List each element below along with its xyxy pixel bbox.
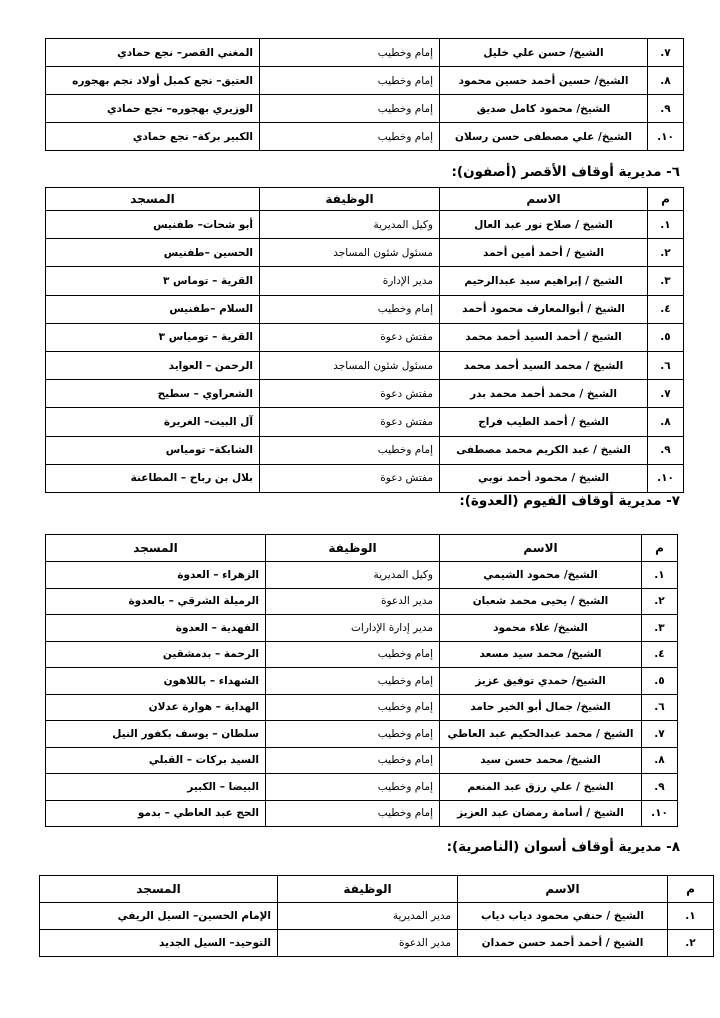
- section6-title: [452, 164, 681, 180]
- table-row: [40, 903, 714, 930]
- job-cell: إمام وخطيب: [266, 800, 440, 827]
- row-number: ٥.: [642, 668, 678, 695]
- job-cell: مفتش دعوة: [260, 464, 440, 492]
- job-cell: وكيل المديرية: [266, 562, 440, 589]
- table-row: [40, 930, 714, 957]
- mosque-cell: القرية – تومياس ٣: [46, 323, 260, 351]
- table-row: [46, 95, 684, 123]
- section6-name: مديرية أوقاف الأقصر: [521, 164, 662, 180]
- mosque-cell: الرحمة – بدمشقين: [46, 641, 266, 668]
- name-cell: الشيخ / محمد السيد أحمد محمد: [440, 351, 648, 379]
- job-cell: مدير الدعوة: [266, 588, 440, 615]
- job-cell: مسئول شئون المساجد: [260, 239, 440, 267]
- mosque-cell: الكبير بركة– نجع حمادي: [46, 123, 260, 151]
- job-cell: إمام وخطيب: [266, 774, 440, 801]
- row-number: ١٠.: [648, 464, 684, 492]
- table-row: [46, 323, 684, 351]
- mosque-cell: الشعراوي – سطيح: [46, 380, 260, 408]
- col-name-header: الاسم: [440, 535, 642, 562]
- name-cell: الشيخ/ علي مصطفى حسن رسلان: [440, 123, 648, 151]
- mosque-cell: بلال بن رباح – المطاعنة: [46, 464, 260, 492]
- col-num-header: م: [642, 535, 678, 562]
- col-num-header: م: [648, 188, 684, 211]
- name-cell: الشيخ/ جمال أبو الخير حامد: [440, 694, 642, 721]
- name-cell: الشيخ / يحيى محمد شعبان: [440, 588, 642, 615]
- job-cell: إمام وخطيب: [260, 123, 440, 151]
- row-number: ٨.: [648, 67, 684, 95]
- table-row: [46, 239, 684, 267]
- row-number: ٢.: [648, 239, 684, 267]
- col-mosque-header: المسجد: [40, 876, 278, 903]
- name-cell: الشيخ / أحمد السيد أحمد محمد: [440, 323, 648, 351]
- job-cell: مدير الإدارة: [260, 267, 440, 295]
- mosque-cell: السيد بركات – القبلي: [46, 747, 266, 774]
- col-mosque-header: المسجد: [46, 188, 260, 211]
- table-row: [46, 351, 684, 379]
- mosque-cell: الرحمن – العوايد: [46, 351, 260, 379]
- col-num-header: م: [668, 876, 714, 903]
- row-number: ١.: [668, 903, 714, 930]
- table-row: [46, 464, 684, 492]
- section7-table: [45, 534, 678, 827]
- table-row: [46, 436, 684, 464]
- mosque-cell: أبو شحات– طفنيس: [46, 211, 260, 239]
- name-cell: الشيخ / محمود أحمد نوبي: [440, 464, 648, 492]
- name-cell: الشيخ / أحمد أمين أحمد: [440, 239, 648, 267]
- row-number: ١.: [648, 211, 684, 239]
- mosque-cell: سلطان – يوسف بكفور النيل: [46, 721, 266, 748]
- section8-subtitle: (الناصرية):: [446, 839, 520, 855]
- section8-title: [447, 839, 680, 855]
- row-number: ٥.: [648, 323, 684, 351]
- row-number: ٢.: [642, 588, 678, 615]
- mosque-cell: آل البيت– الغريرة: [46, 408, 260, 436]
- row-number: ١٠.: [648, 123, 684, 151]
- job-cell: إمام وخطيب: [260, 39, 440, 67]
- name-cell: الشيخ/ علاء محمود: [440, 615, 642, 642]
- job-cell: إمام وخطيب: [266, 641, 440, 668]
- job-cell: مدير الدعوة: [278, 930, 458, 957]
- section7-title: [459, 493, 680, 509]
- mosque-cell: القرية – توماس ٣: [46, 267, 260, 295]
- row-number: ٩.: [648, 95, 684, 123]
- job-cell: إمام وخطيب: [266, 668, 440, 695]
- table-row: [46, 267, 684, 295]
- row-number: ٤.: [642, 641, 678, 668]
- mosque-cell: الشابكة– تومياس: [46, 436, 260, 464]
- section8-name: مديرية أوقاف أسوان: [524, 839, 662, 855]
- name-cell: الشيخ/ محمود كامل صديق: [440, 95, 648, 123]
- table-row: [46, 615, 678, 642]
- row-number: ٧.: [648, 39, 684, 67]
- row-number: ٤.: [648, 295, 684, 323]
- table-row: [46, 668, 678, 695]
- row-number: ٣.: [648, 267, 684, 295]
- name-cell: الشيخ/ محمد سيد مسعد: [440, 641, 642, 668]
- section6-number: ٦-: [666, 164, 680, 180]
- table-row: [46, 694, 678, 721]
- row-number: ٩.: [648, 436, 684, 464]
- row-number: ١.: [642, 562, 678, 589]
- col-job-header: الوظيفة: [278, 876, 458, 903]
- table-row: [46, 800, 678, 827]
- job-cell: إمام وخطيب: [260, 95, 440, 123]
- mosque-cell: الزهراء – العدوة: [46, 562, 266, 589]
- name-cell: الشيخ / محمد عبدالحكيم عبد العاطي: [440, 721, 642, 748]
- job-cell: إمام وخطيب: [260, 295, 440, 323]
- mosque-cell: البيضا – الكبير: [46, 774, 266, 801]
- job-cell: إمام وخطيب: [266, 694, 440, 721]
- mosque-cell: الهداية – هوارة عدلان: [46, 694, 266, 721]
- row-number: ٨.: [648, 408, 684, 436]
- section6-table: [45, 187, 684, 493]
- table-row: [46, 380, 684, 408]
- mosque-cell: السلام –طفنيس: [46, 295, 260, 323]
- table-row: [46, 211, 684, 239]
- name-cell: الشيخ / صلاح نور عبد العال: [440, 211, 648, 239]
- job-cell: مسئول شئون المساجد: [260, 351, 440, 379]
- mosque-cell: الحج عبد العاطي – بدمو: [46, 800, 266, 827]
- mosque-cell: المغني القصر– نجع حمادي: [46, 39, 260, 67]
- table-row: [46, 67, 684, 95]
- name-cell: الشيخ / عبد الكريم محمد مصطفى: [440, 436, 648, 464]
- job-cell: إمام وخطيب: [260, 436, 440, 464]
- row-number: ٩.: [642, 774, 678, 801]
- table-row: [46, 588, 678, 615]
- table-row: [46, 39, 684, 67]
- row-number: ٧.: [642, 721, 678, 748]
- mosque-cell: الفهدية – العدوة: [46, 615, 266, 642]
- table-row: [46, 721, 678, 748]
- job-cell: وكيل المديرية: [260, 211, 440, 239]
- name-cell: الشيخ / أبوالمعارف محمود أحمد: [440, 295, 648, 323]
- row-number: ٦.: [642, 694, 678, 721]
- table-row: [46, 774, 678, 801]
- table-row: [46, 295, 684, 323]
- row-number: ١٠.: [642, 800, 678, 827]
- name-cell: الشيخ / أحمد أحمد حسن حمدان: [458, 930, 668, 957]
- row-number: ٣.: [642, 615, 678, 642]
- name-cell: الشيخ / أحمد الطيب فراج: [440, 408, 648, 436]
- row-number: ٨.: [642, 747, 678, 774]
- section8-number: ٨-: [666, 839, 680, 855]
- section7-name: مديرية أوقاف الفيوم: [523, 493, 662, 509]
- name-cell: الشيخ/ حسين أحمد حسين محمود: [440, 67, 648, 95]
- col-name-header: الاسم: [440, 188, 648, 211]
- table-row: [46, 747, 678, 774]
- col-job-header: الوظيفة: [266, 535, 440, 562]
- row-number: ٧.: [648, 380, 684, 408]
- name-cell: الشيخ / علي رزق عبد المنعم: [440, 774, 642, 801]
- job-cell: إمام وخطيب: [266, 747, 440, 774]
- job-cell: مدير إدارة الإدارات: [266, 615, 440, 642]
- row-number: ٦.: [648, 351, 684, 379]
- continued-table: [45, 38, 684, 151]
- mosque-cell: الوزيري بهجوره– نجع حمادي: [46, 95, 260, 123]
- job-cell: إمام وخطيب: [260, 67, 440, 95]
- col-name-header: الاسم: [458, 876, 668, 903]
- col-job-header: الوظيفة: [260, 188, 440, 211]
- table-row: [46, 562, 678, 589]
- section7-subtitle: (العدوة):: [459, 493, 519, 509]
- section7-number: ٧-: [666, 493, 680, 509]
- name-cell: الشيخ/ محمد حسن سيد: [440, 747, 642, 774]
- name-cell: الشيخ/ محمود الشيمي: [440, 562, 642, 589]
- mosque-cell: التوحيد– السيل الجديد: [40, 930, 278, 957]
- name-cell: الشيخ / محمد أحمد محمد بدر: [440, 380, 648, 408]
- name-cell: الشيخ / إبراهيم سيد عبدالرحيم: [440, 267, 648, 295]
- job-cell: مفتش دعوة: [260, 408, 440, 436]
- job-cell: مفتش دعوة: [260, 380, 440, 408]
- mosque-cell: الحسين –طفنيس: [46, 239, 260, 267]
- name-cell: الشيخ / أسامة رمضان عبد العزيز: [440, 800, 642, 827]
- mosque-cell: الإمام الحسين– السيل الريفي: [40, 903, 278, 930]
- section8-table: [39, 875, 714, 957]
- mosque-cell: الشهداء – باللاهون: [46, 668, 266, 695]
- job-cell: مفتش دعوة: [260, 323, 440, 351]
- mosque-cell: العتيق– نجع كمبل أولاد نجم بهجوره: [46, 67, 260, 95]
- job-cell: إمام وخطيب: [266, 721, 440, 748]
- name-cell: الشيخ/ حمدي توفيق عزيز: [440, 668, 642, 695]
- section6-subtitle: (أصفون):: [451, 164, 517, 180]
- name-cell: الشيخ/ حسن علي خليل: [440, 39, 648, 67]
- row-number: ٢.: [668, 930, 714, 957]
- name-cell: الشيخ / حنفي محمود دياب دياب: [458, 903, 668, 930]
- table-row: [46, 123, 684, 151]
- col-mosque-header: المسجد: [46, 535, 266, 562]
- job-cell: مدير المديرية: [278, 903, 458, 930]
- table-row: [46, 641, 678, 668]
- mosque-cell: الرميلة الشرقي – بالعدوة: [46, 588, 266, 615]
- table-row: [46, 408, 684, 436]
